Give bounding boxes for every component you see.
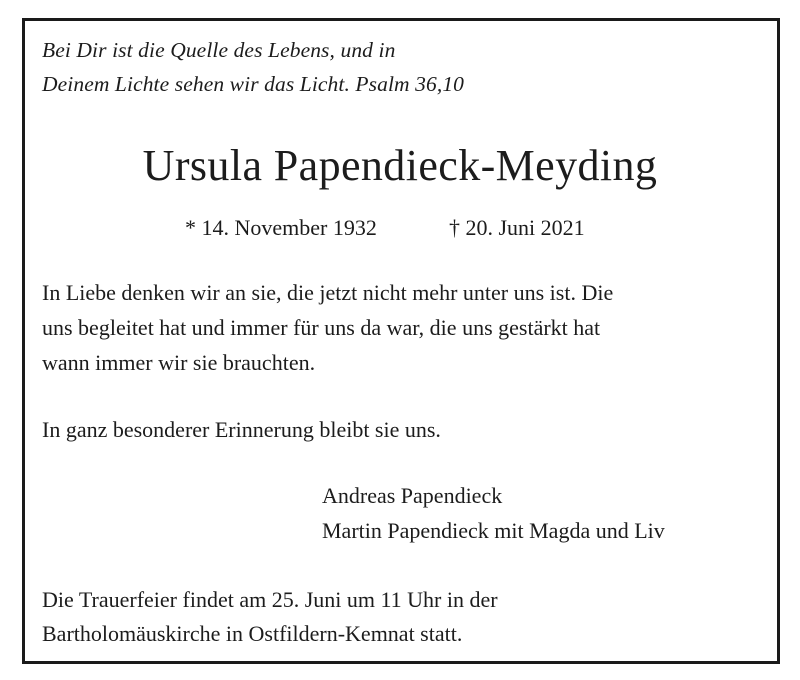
- signatory-2: Martin Papendieck mit Magda und Liv: [322, 518, 665, 543]
- message-line-2: uns begleitet hat und immer für uns da war, die uns gestärkt hat: [42, 315, 601, 340]
- notice-border: [22, 18, 780, 664]
- death-date: † 20. Juni 2021: [449, 215, 585, 240]
- deceased-name: Ursula Papendieck-Meyding: [142, 141, 658, 190]
- psalm-quote-line-1: Bei Dir ist die Quelle des Lebens, und in: [42, 38, 396, 62]
- message-line-4: In ganz besonderer Erinnerung bleibt sie uns.: [42, 417, 441, 442]
- birth-date: * 14. November 1932: [185, 215, 377, 240]
- funeral-line-1: Die Trauerfeier findet am 25. Juni um 11 Uhr in der: [42, 587, 498, 612]
- message-line-3: wann immer wir sie brauchten.: [42, 350, 316, 375]
- funeral-line-2: Bartholomäuskirche in Ostfildern-Kemnat statt.: [42, 621, 463, 646]
- signatory-1: Andreas Papendieck: [322, 483, 503, 508]
- message-line-1: In Liebe denken wir an sie, die jetzt nicht mehr unter uns ist. Die: [42, 280, 614, 305]
- psalm-quote-line-2: Deinem Lichte sehen wir das Licht. Psalm 36,10: [42, 72, 465, 96]
